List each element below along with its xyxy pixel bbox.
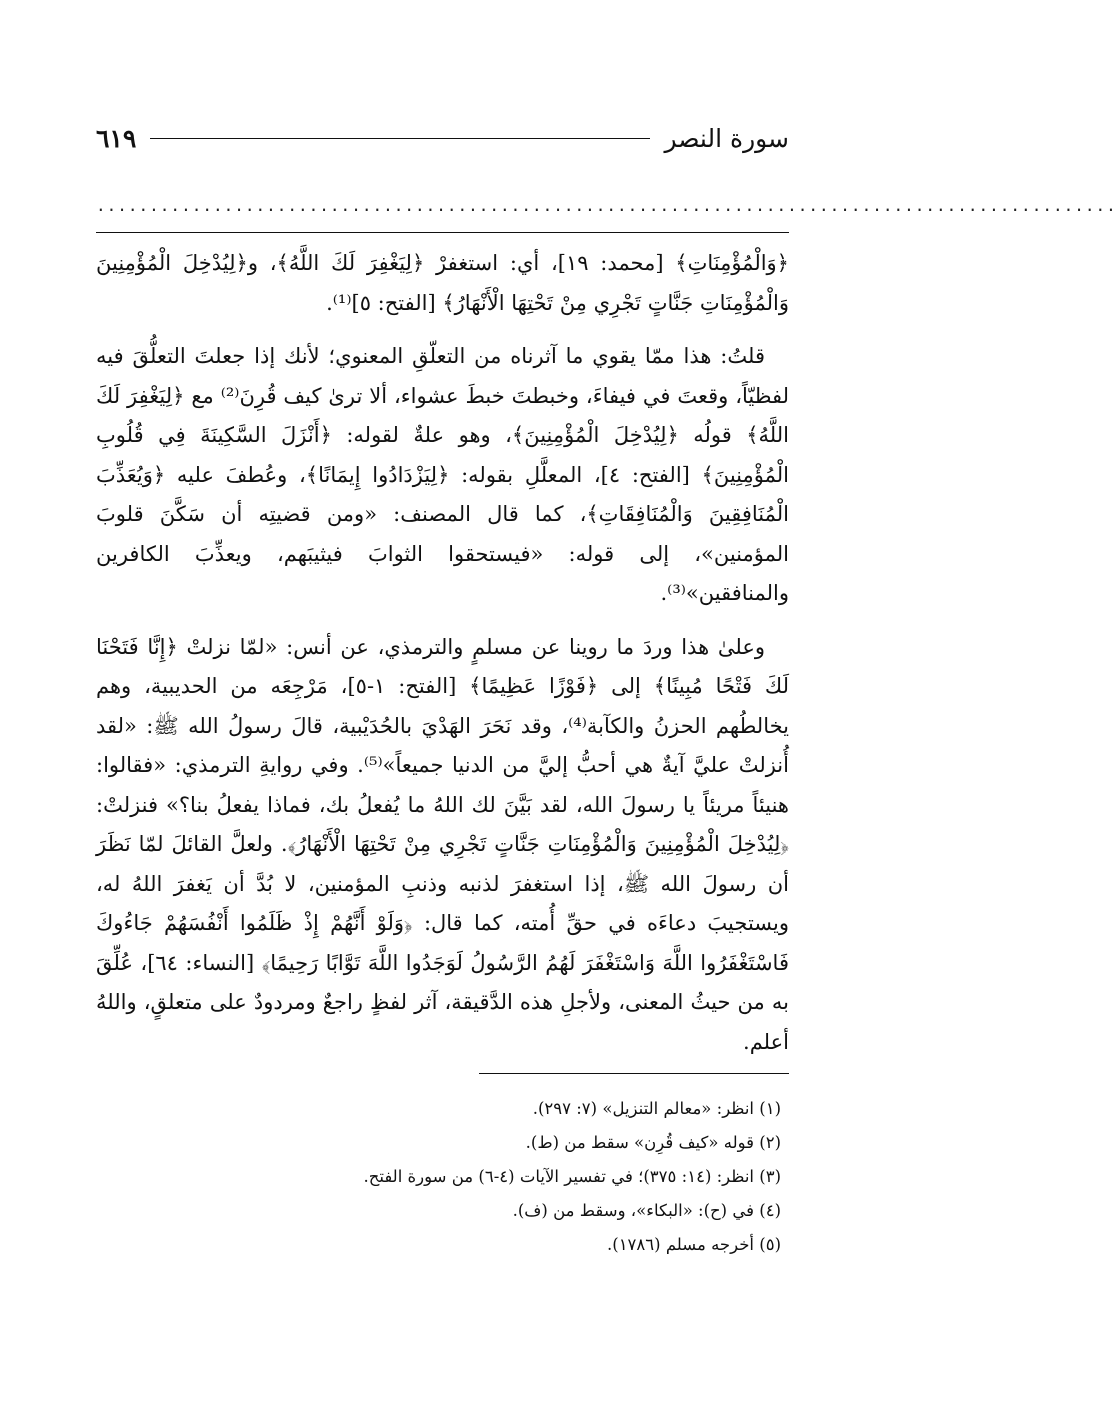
running-header (96, 118, 789, 158)
paragraph-2: قلتُ: هذا ممّا يقوي ما آثرناه من التعلّقِ المعنوي؛ لأنك إذا جعلتَ التعلُّقَ فيه لفظيّاً، وقعتَ في فيفاءَ، وخبطتَ خبطَ عشواء، ألا ترىٰ كيف قُرِنَ⁽²⁾ مع ﴿لِيَغْفِرَ لَكَ اللَّهُ﴾ قولُه ﴿لِيُدْخِلَ الْمُؤْمِنِينَ﴾، وهو علةٌ لقوله: ﴿أَنْزَلَ السَّكِينَةَ فِي قُلُوبِ الْمُؤْمِنِينَ﴾ [الفتح: ٤]، المعلَّلِ بقوله: ﴿لِيَزْدَادُوا إِيمَانًا﴾، وعُطفَ عليه ﴿وَيُعَذِّبَ الْمُنَافِقِينَ وَالْمُنَافِقَاتِ﴾، كما قال المصنف: «ومن قضيتِه أن سَكَّنَ قلوبَ المؤمنين»، إلى قوله: «فيستحقوا الثوابَ فيثيبَهم، ويعذِّبَ الكافرين والمنافقين»⁽³⁾. (96, 344, 789, 605)
paragraph-3: وعلىٰ هذا وردَ ما روينا عن مسلمٍ والترمذي، عن أنس: «لمّا نزلتْ ﴿إِنَّا فَتَحْنَا لَكَ فَتْحًا مُبِينًا﴾ إلى ﴿فَوْزًا عَظِيمًا﴾ [الفتح: ١-٥]، مَرْجِعَه من الحديبية، وهم يخالطُهم الحزنُ والكآبة⁽⁴⁾، وقد نَحَرَ الهَدْيَ بالحُدَيْبية، قالَ رسولُ الله ﷺ: «لقد أُنزلتْ عليَّ آيةٌ هي أحبُّ إليَّ من الدنيا جميعاً»⁽⁵⁾. وفي روايةِ الترمذي: «فقالوا: هنيئاً مريئاً يا رسولَ الله، لقد بَيَّنَ لك اللهُ ما يُفعلُ بك، فماذا يفعلُ بنا؟» فنزلتْ: ﴿لِيُدْخِلَ الْمُؤْمِنِينَ وَالْمُؤْمِنَاتِ جَنَّاتٍ تَجْرِي مِنْ تَحْتِهَا الْأَنْهَارُ﴾. ولعلَّ القائلَ لمّا نَظَرَ أن رسولَ الله ﷺ، إذا استغفرَ لذنبه وذنبِ المؤمنين، لا بُدَّ أن يَغفرَ اللهُ له، ويستجيبَ دعاءَه في حقِّ أُمته، كما قال: ﴿وَلَوْ أَنَّهُمْ إِذْ ظَلَمُوا أَنْفُسَهُمْ جَاءُوكَ فَاسْتَغْفَرُوا اللَّهَ وَاسْتَغْفَرَ لَهُمُ الرَّسُولُ لَوَجَدُوا اللَّهَ تَوَّابًا رَحِيمًا﴾ [النساء: ٦٤]، عُلِّقَ به من حيثُ المعنى، ولأجلِ هذه الدَّقيقة، آثر لفظٍ راجعٌ ومردودٌ على متعلقٍ، واللهُ أعلم. (96, 634, 790, 1054)
footnote-5: (٥) أخرجه مسلم (١٧٨٦). (607, 1235, 781, 1254)
footnotes (96, 1092, 789, 1262)
main-text (96, 244, 789, 1076)
surah-title: سورة النصر (664, 123, 789, 153)
paragraph-1: ﴿وَالْمُؤْمِنَاتِ﴾ [محمد: ١٩]، أي: استغفرْ ﴿لِيَغْفِرَ لَكَ اللَّهُ﴾، و﴿لِيُدْخِلَ الْمُؤْمِنِينَ وَالْمُؤْمِنَاتِ جَنَّاتٍ تَجْرِي مِنْ تَحْتِهَا الْأَنْهَارُ﴾ [الفتح: ٥]⁽¹⁾. (96, 251, 789, 315)
header-rule (150, 138, 650, 139)
dotted-separator: ................................................................................................ (96, 196, 1117, 215)
footnote-4: (٤) في (ح): «البكاء»، وسقط من (ف). (512, 1201, 781, 1220)
text-top-rule (96, 232, 789, 233)
footnote-2: (٢) قوله «كيف قُرِن» سقط من (ط). (525, 1133, 781, 1152)
footnote-1: (١) انظر: «معالم التنزيل» (٧: ٢٩٧). (532, 1099, 781, 1118)
footnote-3: (٣) انظر: (١٤: ٣٧٥)؛ في تفسير الآيات (٤-٦) من سورة الفتح. (363, 1167, 781, 1186)
footnote-rule (479, 1073, 789, 1074)
page-number: ٦١٩ (96, 123, 137, 153)
